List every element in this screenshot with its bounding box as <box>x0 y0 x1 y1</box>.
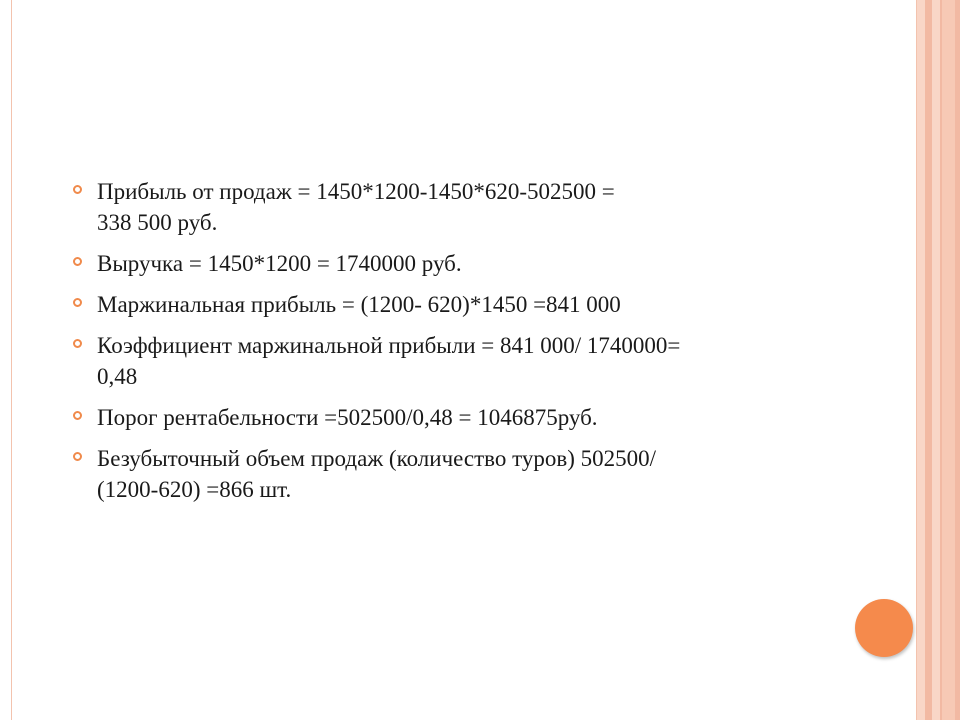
bullet-list <box>72 176 832 515</box>
bullet-item-break-even-revenue <box>72 402 832 433</box>
bullet-circle-icon <box>73 339 82 348</box>
bullet-line: Коэффициент маржинальной прибыли = 841 000/ 1740000= <box>97 333 681 358</box>
bullet-text <box>97 443 832 505</box>
bullet-line: Порог рентабельности =502500/0,48 = 1046875руб. <box>97 405 598 430</box>
bullet-text <box>97 248 832 279</box>
bullet-line: 0,48 <box>97 364 138 389</box>
bullet-circle-icon <box>73 298 82 307</box>
bullet-item-profit <box>72 176 832 238</box>
bullet-line: Прибыль от продаж = 1450*1200-1450*620-502500 = <box>97 179 615 204</box>
stripe <box>942 0 955 720</box>
bullet-text <box>97 176 832 238</box>
decorative-stripes <box>917 0 960 720</box>
stripe <box>932 0 940 720</box>
stripe <box>925 0 932 720</box>
bullet-item-break-even-volume <box>72 443 832 505</box>
bullet-text <box>97 330 832 392</box>
bullet-line: 338 500 руб. <box>97 210 218 235</box>
bullet-text <box>97 289 832 320</box>
bullet-circle-icon <box>73 185 82 194</box>
bullet-item-revenue <box>72 248 832 279</box>
bullet-line: Маржинальная прибыль = (1200- 620)*1450 =841 000 <box>97 292 621 317</box>
bullet-circle-icon <box>73 452 82 461</box>
stripe <box>917 0 925 720</box>
stripe <box>955 0 960 720</box>
bullet-line: (1200-620) =866 шт. <box>97 477 292 502</box>
bullet-item-margin-ratio <box>72 330 832 392</box>
bullet-item-marginal-profit <box>72 289 832 320</box>
orange-circle-decoration <box>855 599 913 657</box>
bullet-line: Выручка = 1450*1200 = 1740000 руб. <box>97 251 462 276</box>
bullet-line: Безубыточный объем продаж (количество туров) 502500/ <box>97 446 657 471</box>
bullet-circle-icon <box>73 257 82 266</box>
bullet-circle-icon <box>73 411 82 420</box>
bullet-text <box>97 402 832 433</box>
